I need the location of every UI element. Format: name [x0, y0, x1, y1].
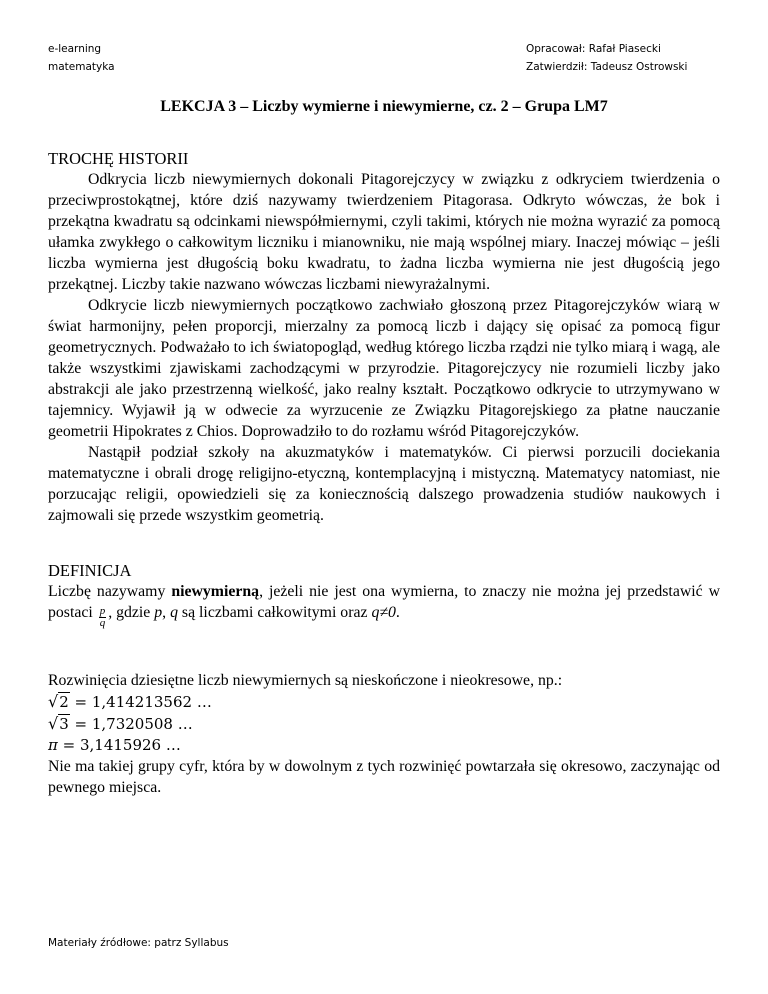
- fraction-p-over-q: [99, 606, 107, 629]
- page-title: LEKCJA 3 – Liczby wymierne i niewymierne, cz. 2 – Grupa LM7: [160, 98, 608, 115]
- definition-text-mid: , jeżeli nie jest ona wymierna, to znaczy nie można jej przedstawić w postaci: [48, 583, 720, 621]
- history-paragraph-3: Nastąpił podział szkoły na akuzmatyków i matematyków. Ci pierwsi porzucili dociekania matematyczne i obrali drogę religijno-etyczną, kontemplacyjną i mistyczną. Matematycy natomiast, nie porzucając religii, opowiedzieli się za koniecznością dalszego prowadzenia studiów naukowych i zajmowali się przede wszystkim geometrią.: [48, 444, 720, 524]
- definition-comma: ,: [162, 604, 171, 621]
- section-spacer: [48, 526, 720, 560]
- definition-heading: DEFINICJA: [48, 561, 132, 580]
- definition-end: .: [395, 604, 400, 621]
- document-body: [48, 148, 720, 798]
- definition-text-after-vars: są liczbami całkowitymi oraz: [177, 604, 372, 621]
- header-course-line1: e-learning: [48, 43, 102, 55]
- history-paragraph-2: Odkrycie liczb niewymiernych początkowo zachwiało głoszoną przez Pitagorejczyków wiarą w świat harmonijny, pełen proporcji, mierzalny za pomocą liczb i dający się opisać za pomocą figur geometrycznych. Podważało to ich światopogląd, według którego liczba rządzi nie tylko miarą i wagą, ale także wszystkimi zjawiskami zachodzącymi w przyrodzie. Pitagorejczycy nie rozumieli liczby jako abstrakcji ale jako przestrzenną wielkość, jako realny kształt. Początkowo odkrycie to utrzymywano w tajemnicy. Wyjawił ją w odwecie za wyrzucenie ze Związku Pitagorejskiego za płatne nauczanie geometrii Hipokrates z Chios. Doprowadziło to do rozłamu wśród Pitagorejczyków.: [48, 297, 720, 440]
- definition-var-p: p: [154, 604, 163, 621]
- history-heading: TROCHĘ HISTORII: [48, 149, 189, 168]
- fraction-numerator: p: [99, 605, 106, 617]
- pi-symbol: π: [48, 736, 58, 754]
- definition-var-q: q: [170, 604, 178, 621]
- definition-paragraph: [48, 581, 720, 629]
- definition-text-before: Liczbę nazywamy: [48, 583, 172, 600]
- expansion-value: = 1,414213562 …: [69, 693, 212, 711]
- definition-term: niewymierną: [171, 583, 260, 600]
- sqrt-symbol-icon: √: [48, 714, 59, 733]
- expansion-value: = 3,1415926 …: [57, 736, 181, 754]
- sqrt-argument: 3: [59, 715, 69, 733]
- page-footer: Materiały źródłowe: patrz Syllabus: [48, 937, 229, 949]
- fraction-denominator: q: [99, 617, 106, 629]
- expansions-intro: Rozwinięcia dziesiętne liczb niewymiernych są nieskończone i nieokresowe, np.:: [48, 672, 563, 689]
- pi-expansion: [48, 735, 720, 756]
- definition-condition: q≠0: [371, 604, 396, 621]
- header-author: Opracował: Rafał Piasecki: [526, 43, 661, 55]
- header-approver: Zatwierdził: Tadeusz Ostrowski: [526, 61, 688, 73]
- header-course-line2: matematyka: [48, 61, 115, 73]
- expansion-value: = 1,7320508 …: [69, 715, 193, 733]
- sqrt3-expansion: [48, 713, 720, 735]
- expansions-closing: Nie ma takiej grupy cyfr, która by w dowolnym z tych rozwinięć powtarzała się okresowo, zaczynając od pewnego miejsca.: [48, 758, 720, 796]
- sqrt-argument: 2: [59, 693, 69, 711]
- history-paragraph-1: Odkrycia liczb niewymiernych dokonali Pitagorejczycy w związku z odkryciem twierdzenia o przeciwprostokątnej, które dziś nazywamy twierdzeniem Pitagorasa. Odkryto wówczas, że bok i przekątna kwadratu są odcinkami niewspółmiernymi, czyli takimi, których nie można wyrazić za pomocą ułamka zwykłego o całkowitym liczniku i mianowniku, nie mają wspólnej miary. Inaczej mówiąc – jeśli liczba wymierna jest długością boku kwadratu, to żadna liczba wymierna nie jest długością jego przekątnej. Liczby takie nazwano wówczas liczbami niewyrażalnymi.: [48, 171, 720, 293]
- definition-text-after-fraction: , gdzie: [108, 604, 155, 621]
- sqrt2-expansion: [48, 691, 720, 713]
- section-spacer: [48, 629, 720, 670]
- header-right: [526, 40, 687, 76]
- header-left: [48, 40, 115, 76]
- sqrt-symbol-icon: √: [48, 692, 59, 711]
